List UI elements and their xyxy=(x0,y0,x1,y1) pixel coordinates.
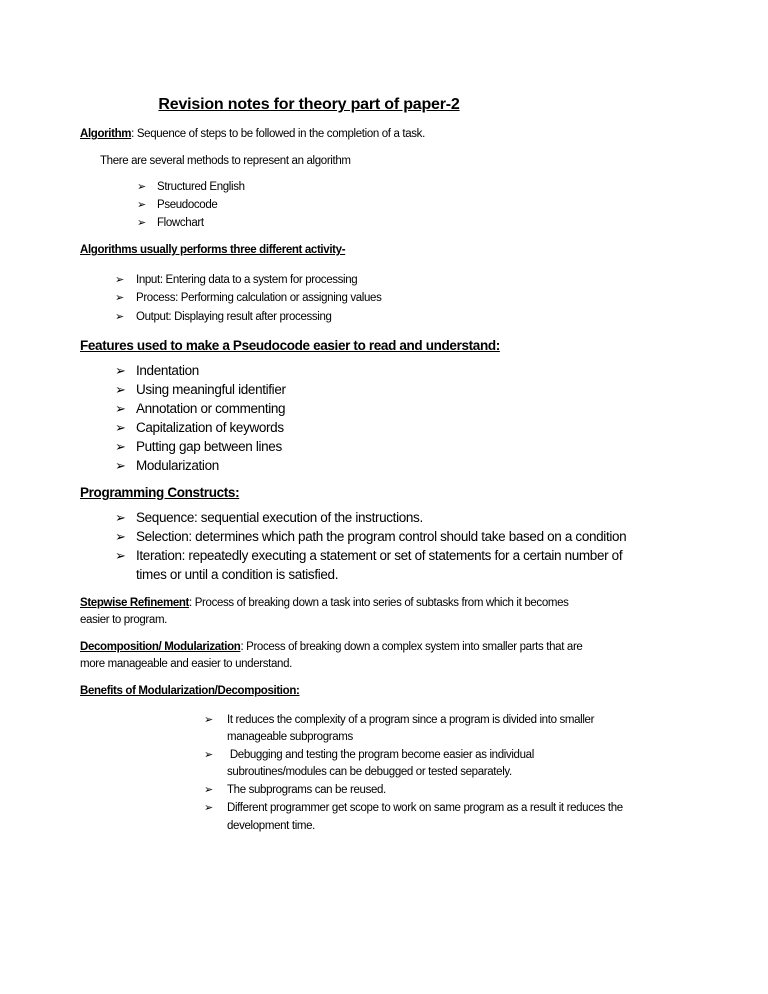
bullet-arrow-icon: ➢ xyxy=(115,529,126,544)
bullet-arrow-icon: ➢ xyxy=(115,292,125,304)
list-item: The subprograms can be reused. xyxy=(227,784,386,796)
section-heading: Algorithms usually performs three different activity- xyxy=(80,244,346,256)
list-item: Debugging and testing the program become easier as individual xyxy=(227,749,534,761)
list-item: Modularization xyxy=(136,458,219,473)
decomposition-definition-cont: more manageable and easier to understand. xyxy=(80,658,292,670)
stepwise-definition-cont: easier to program. xyxy=(80,614,168,626)
list-item: Process: Performing calculation or assigning values xyxy=(136,292,382,304)
bullet-arrow-icon: ➢ xyxy=(115,363,126,378)
bullet-arrow-icon: ➢ xyxy=(115,458,126,473)
bullet-arrow-icon: ➢ xyxy=(115,311,125,323)
stepwise-definition xyxy=(80,596,569,610)
list-item: Different programmer get scope to work on same program as a result it reduces the xyxy=(227,802,623,814)
term: Stepwise Refinement xyxy=(80,597,190,609)
bullet-arrow-icon: ➢ xyxy=(115,439,126,454)
bullet-arrow-icon: ➢ xyxy=(137,181,147,193)
term: Algorithm xyxy=(80,128,132,140)
list-item: Selection: determines which path the program control should take based on a condition xyxy=(136,529,627,544)
list-item: Flowchart xyxy=(157,217,204,229)
bullet-arrow-icon: ➢ xyxy=(115,548,126,563)
bullet-arrow-icon: ➢ xyxy=(204,784,214,796)
list-item-continuation: subroutines/modules can be debugged or tested separately. xyxy=(227,766,512,778)
bullet-arrow-icon: ➢ xyxy=(115,382,126,397)
list-item: Sequence: sequential execution of the instructions. xyxy=(136,510,423,525)
list-item: It reduces the complexity of a program since a program is divided into smaller xyxy=(227,714,595,726)
definition: : Process of breaking down a task into series of subtasks from which it becomes xyxy=(189,597,569,609)
bullet-arrow-icon: ➢ xyxy=(137,217,147,229)
definition: : Sequence of steps to be followed in the completion of a task. xyxy=(131,128,425,140)
bullet-arrow-icon: ➢ xyxy=(115,274,125,286)
list-item-continuation: development time. xyxy=(227,820,316,832)
list-item: Capitalization of keywords xyxy=(136,420,284,435)
section-heading: Features used to make a Pseudocode easier to read and understand: xyxy=(80,338,500,353)
page-title: Revision notes for theory part of paper-2 xyxy=(158,96,460,113)
list-item: Annotation or commenting xyxy=(136,401,286,416)
list-item: Output: Displaying result after processing xyxy=(136,311,332,323)
list-item: Indentation xyxy=(136,363,199,378)
bullet-arrow-icon: ➢ xyxy=(204,749,214,761)
definition: : Process of breaking down a complex system into smaller parts that are xyxy=(240,641,583,653)
bullet-arrow-icon: ➢ xyxy=(204,802,214,814)
list-item: Putting gap between lines xyxy=(136,439,282,454)
bullet-arrow-icon: ➢ xyxy=(204,714,214,726)
term: Decomposition/ Modularization xyxy=(80,641,241,653)
bullet-arrow-icon: ➢ xyxy=(115,401,126,416)
list-item: Using meaningful identifier xyxy=(136,382,286,397)
list-item: Pseudocode xyxy=(157,199,218,211)
algorithm-definition xyxy=(80,127,425,141)
section-heading: Benefits of Modularization/Decomposition: xyxy=(80,685,300,697)
methods-intro: There are several methods to represent an algorithm xyxy=(100,155,351,167)
list-item-continuation: manageable subprograms xyxy=(227,731,353,743)
list-item: Iteration: repeatedly executing a statement or set of statements for a certain number of xyxy=(136,548,623,563)
list-item: Structured English xyxy=(157,181,245,193)
list-item: Input: Entering data to a system for processing xyxy=(136,274,358,286)
bullet-arrow-icon: ➢ xyxy=(115,510,126,525)
decomposition-definition xyxy=(80,640,582,654)
list-item-continuation: times or until a condition is satisfied. xyxy=(136,567,339,582)
section-heading: Programming Constructs: xyxy=(80,485,240,500)
bullet-arrow-icon: ➢ xyxy=(115,420,126,435)
bullet-arrow-icon: ➢ xyxy=(137,199,147,211)
